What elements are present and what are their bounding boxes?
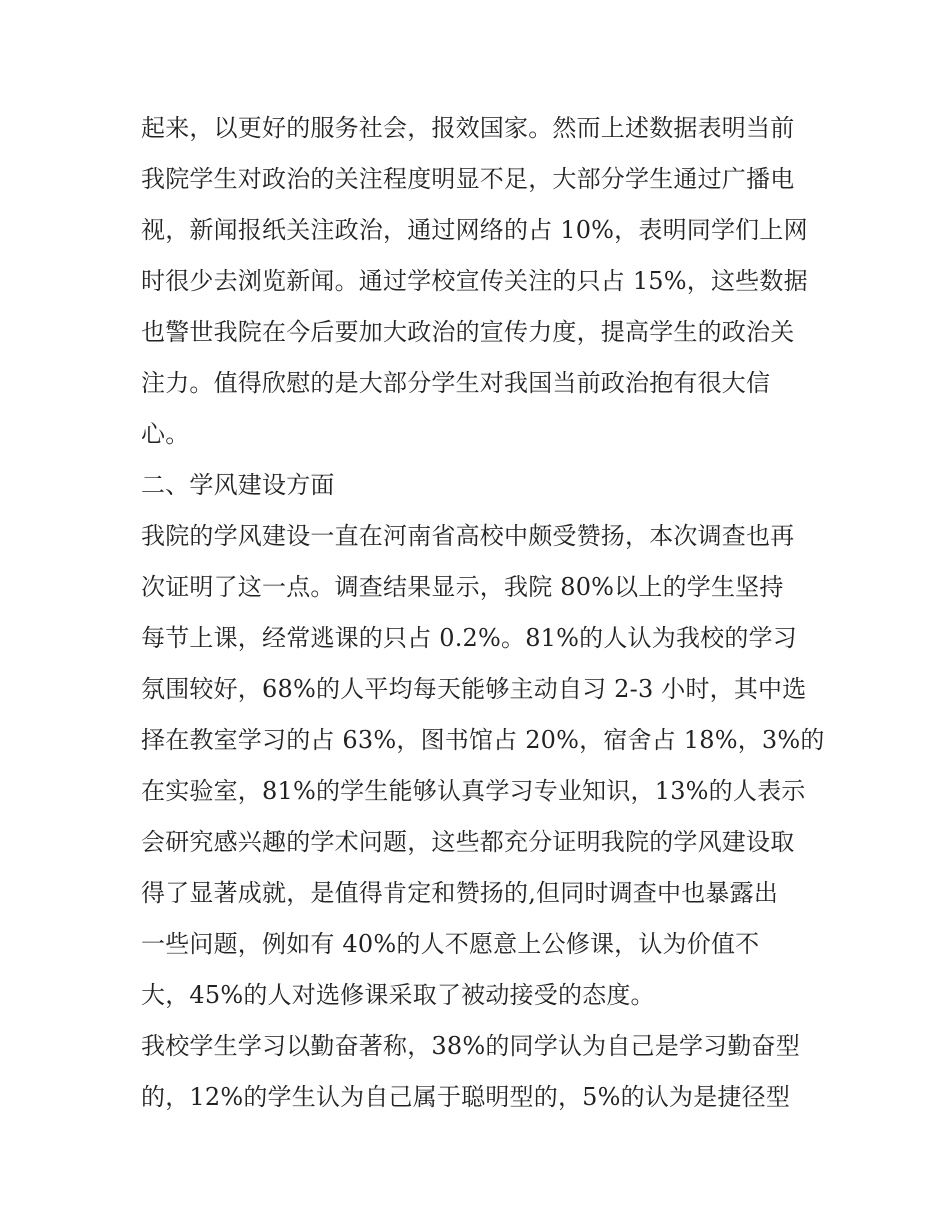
text-line: 次证明了这一点。调查结果显示，我院 80%以上的学生坚持: [141, 573, 784, 601]
text-line: 我校学生学习以勤奋著称，38%的同学认为自己是学习勤奋型: [141, 1032, 800, 1060]
text-line: 起来，以更好的服务社会，报效国家。然而上述数据表明当前: [141, 114, 795, 142]
body-text: [141, 103, 825, 1123]
section-heading: 二、学风建设方面: [141, 471, 335, 499]
text-line: 择在教室学习的占 63%，图书馆占 20%，宿舍占 18%，3%的: [141, 726, 825, 754]
text-line: 氛围较好，68%的人平均每天能够主动自习 2-3 小时，其中选: [141, 675, 807, 703]
text-line: 也警世我院在今后要加大政治的宣传力度，提高学生的政治关: [141, 318, 795, 346]
text-line: 会研究感兴趣的学术问题，这些都充分证明我院的学风建设取: [141, 828, 795, 856]
text-line: 一些问题，例如有 40%的人不愿意上公修课，认为价值不: [141, 930, 760, 958]
text-line: 时很少去浏览新闻。通过学校宣传关注的只占 15%，这些数据: [141, 267, 808, 295]
text-line: 大，45%的人对选修课采取了被动接受的态度。: [141, 981, 655, 1009]
text-line: 心。: [141, 420, 190, 448]
text-line: 我院的学风建设一直在河南省高校中颇受赞扬，本次调查也再: [141, 522, 795, 550]
text-line: 的，12%的学生认为自己属于聪明型的，5%的认为是捷径型: [141, 1083, 791, 1111]
text-line: 视，新闻报纸关注政治，通过网络的占 10%，表明同学们上网: [141, 216, 808, 244]
text-line: 每节上课，经常逃课的只占 0.2%。81%的人认为我校的学习: [141, 624, 797, 652]
text-line: 我院学生对政治的关注程度明显不足，大部分学生通过广播电: [141, 165, 795, 193]
text-line: 在实验室，81%的学生能够认真学习专业知识，13%的人表示: [141, 777, 806, 805]
text-line: 得了显著成就，是值得肯定和赞扬的,但同时调查中也暴露出: [141, 879, 779, 907]
text-line: 注力。值得欣慰的是大部分学生对我国当前政治抱有很大信: [141, 369, 771, 397]
